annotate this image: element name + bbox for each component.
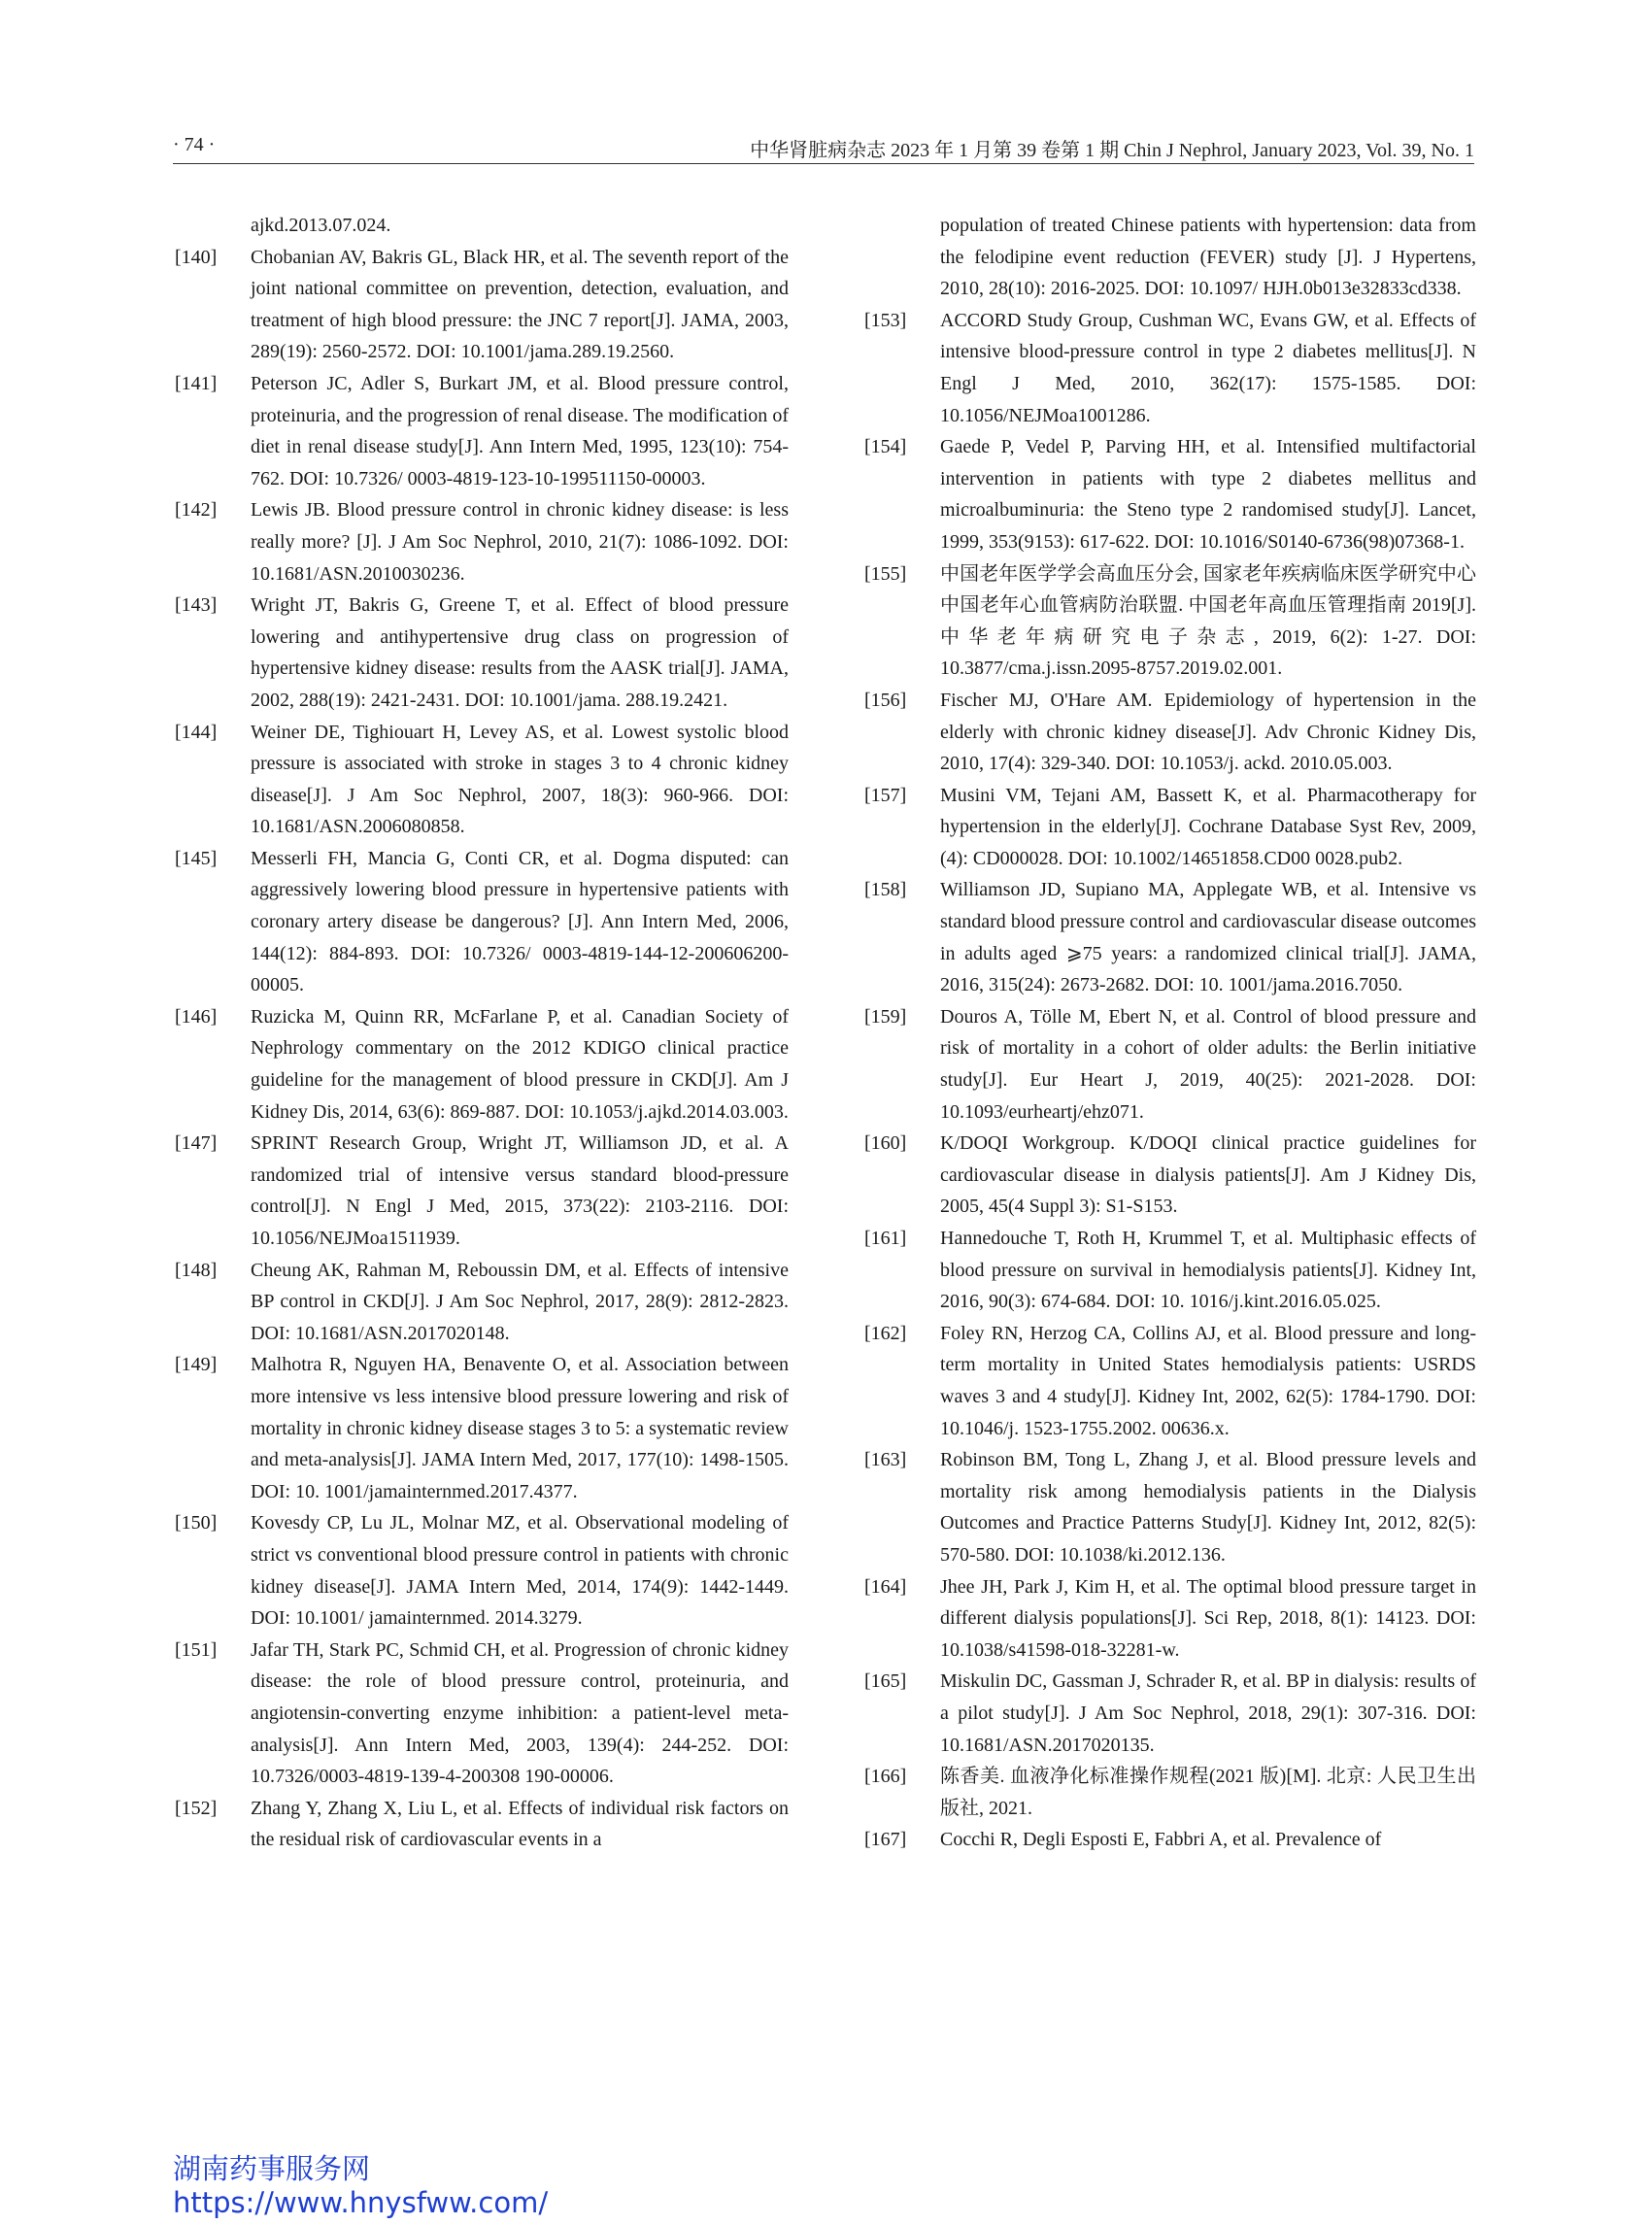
reference-entry	[175, 1793, 789, 1856]
reference-number: [153]	[864, 309, 907, 331]
reference-number: [155]	[864, 562, 907, 585]
reference-entry	[864, 1444, 1476, 1570]
reference-number: [154]	[864, 436, 907, 458]
reference-text: Jhee JH, Park J, Kim H, et al. The optimal blood pressure target in different dialysis populations[J]. Sci Rep, 2018, 8(1): 14123. DOI: 10.1038/s41598-018-32281-w.	[940, 1575, 1476, 1661]
reference-entry	[175, 1255, 789, 1350]
reference-text: Weiner DE, Tighiouart H, Levey AS, et al. Lowest systolic blood pressure is associated with stroke in stages 3 to 4 chronic kidney disease[J]. J Am Soc Nephrol, 2007, 18(3): 960-966. DOI: 10.1681/ASN.2006080858.	[251, 721, 789, 838]
reference-text: Robinson BM, Tong L, Zhang J, et al. Blood pressure levels and mortality risk among hemodialysis patients in the Dialysis Outcomes and Practice Patterns Study[J]. Kidney Int, 2012, 82(5): 570-580. DOI: 10.1038/ki.2012.136.	[940, 1449, 1476, 1566]
reference-entry	[175, 1635, 789, 1793]
reference-number: [160]	[864, 1132, 907, 1155]
reference-text: Ruzicka M, Quinn RR, McFarlane P, et al. Canadian Society of Nephrology commentary on the 2012 KDIGO clinical practice guideline for the management of blood pressure in CKD[J]. Am J Kidney Dis, 2014, 63(6): 869-887. DOI: 10.1053/j.ajkd.2014.03.003.	[251, 1005, 789, 1123]
reference-text: Hannedouche T, Roth H, Krummel T, et al. Multiphasic effects of blood pressure on survival in hemodialysis patients[J]. Kidney Int, 2016, 90(3): 674-684. DOI: 10. 1016/j.kint.2016.05.025.	[940, 1228, 1476, 1313]
reference-entry	[864, 305, 1476, 431]
reference-number: [157]	[864, 784, 907, 806]
reference-continuation: population of treated Chinese patients with hypertension: data from the felodipine event reduction (FEVER) study [J]. J Hypertens, 2010, 28(10): 2016-2025. DOI: 10.1097/ HJH.0b013e32833cd338.	[940, 215, 1476, 300]
reference-number: [142]	[175, 499, 218, 522]
reference-number: [156]	[864, 689, 907, 711]
reference-entry	[864, 1128, 1476, 1223]
reference-entry	[864, 1571, 1476, 1667]
reference-text: Cheung AK, Rahman M, Reboussin DM, et al. Effects of intensive BP control in CKD[J]. J Am Soc Nephrol, 2017, 28(9): 2812-2823. DOI: 10.1681/ASN.2017020148.	[251, 1259, 789, 1344]
reference-text: SPRINT Research Group, Wright JT, Williamson JD, et al. A randomized trial of intensive versus standard blood-pressure control[J]. N Engl J Med, 2015, 373(22): 2103-2116. DOI: 10.1056/NEJMoa1511939.	[251, 1132, 789, 1249]
reference-number: [143]	[175, 594, 218, 617]
reference-number: [152]	[175, 1797, 218, 1819]
reference-entry	[175, 1507, 789, 1634]
reference-entry	[864, 874, 1476, 1000]
right-column	[864, 210, 1476, 1856]
reference-entry	[864, 1223, 1476, 1318]
reference-text: Malhotra R, Nguyen HA, Benavente O, et al. Association between more intensive vs less intensive blood pressure lowering and risk of mortality in chronic kidney disease stages 3 to 5: a systematic review and meta-analysis[J]. JAMA Intern Med, 2017, 177(10): 1498-1505. DOI: 10. 1001/jamainternmed.2017.4377.	[251, 1354, 789, 1502]
reference-continuation: ajkd.2013.07.024.	[251, 215, 391, 236]
reference-entry	[175, 368, 789, 494]
reference-number: [151]	[175, 1638, 218, 1661]
reference-number: [164]	[864, 1575, 907, 1598]
reference-entry	[864, 1001, 1476, 1128]
reference-number: [166]	[864, 1766, 907, 1788]
reference-entry	[175, 1128, 789, 1254]
reference-entry	[175, 242, 789, 368]
reference-number: [140]	[175, 246, 218, 268]
reference-text: Fischer MJ, O'Hare AM. Epidemiology of hypertension in the elderly with chronic kidney disease[J]. Adv Chronic Kidney Dis, 2010, 17(4): 329-340. DOI: 10.1053/j. ackd. 2010.05.003.	[940, 689, 1476, 775]
reference-text: Chobanian AV, Bakris GL, Black HR, et al. The seventh report of the joint national committee on prevention, detection, evaluation, and treatment of high blood pressure: the JNC 7 report[J]. JAMA, 2003, 289(19): 2560-2572. DOI: 10.1001/jama.289.19.2560.	[251, 246, 789, 363]
reference-entry	[175, 494, 789, 590]
reference-number: [146]	[175, 1005, 218, 1028]
reference-entry	[175, 717, 789, 843]
reference-text: 中国老年医学学会高血压分会, 国家老年疾病临床医学研究中心中国老年心血管病防治联盟. 中国老年高血压管理指南 2019[J]. 中华老年病研究电子杂志, 2019, 6(2): 1-27. DOI: 10.3877/cma.j.issn.2095-8757.2019.02.001.	[940, 562, 1476, 680]
reference-number: [144]	[175, 721, 218, 743]
reference-entry	[175, 590, 789, 716]
site-watermark	[173, 2151, 548, 2219]
reference-text: Cocchi R, Degli Esposti E, Fabbri A, et al. Prevalence of	[940, 1829, 1382, 1851]
reference-number: [162]	[864, 1322, 907, 1344]
reference-text: Miskulin DC, Gassman J, Schrader R, et al. BP in dialysis: results of a pilot study[J]. J Am Soc Nephrol, 2018, 29(1): 307-316. DOI: 10.1681/ASN.2017020135.	[940, 1670, 1476, 1756]
reference-text: Gaede P, Vedel P, Parving HH, et al. Intensified multifactorial intervention in patients with type 2 diabetes mellitus and microalbuminuria: the Steno type 2 randomised study[J]. Lancet, 1999, 353(9153): 617-622. DOI: 10.1016/S0140-6736(98)07368-1.	[940, 436, 1476, 553]
running-header	[173, 134, 1474, 164]
page-number: · 74 ·	[173, 134, 216, 155]
reference-text: Jafar TH, Stark PC, Schmid CH, et al. Progression of chronic kidney disease: the role of blood pressure control, proteinuria, and angiotensin-converting enzyme inhibition: a patient-level meta-analysis[J]. Ann Intern Med, 2003, 139(4): 244-252. DOI: 10.7326/0003-4819-139-4-200308 190-00006.	[251, 1638, 789, 1788]
reference-number: [149]	[175, 1354, 218, 1376]
reference-text: Messerli FH, Mancia G, Conti CR, et al. Dogma disputed: can aggressively lowering blood pressure in hypertensive patients with coronary artery disease be dangerous? [J]. Ann Intern Med, 2006, 144(12): 884-893. DOI: 10.7326/ 0003-4819-144-12-200606200-00005.	[251, 847, 789, 996]
reference-number: [158]	[864, 879, 907, 901]
reference-number: [163]	[864, 1449, 907, 1471]
reference-entry	[175, 1349, 789, 1507]
reference-text: Douros A, Tölle M, Ebert N, et al. Control of blood pressure and risk of mortality in a cohort of older adults: the Berlin initiative study[J]. Eur Heart J, 2019, 40(25): 2021-2028. DOI: 10.1093/eurheartj/ehz071.	[940, 1005, 1476, 1123]
reference-entry	[175, 1001, 789, 1128]
reference-text: Lewis JB. Blood pressure control in chronic kidney disease: is less really more? [J]. J Am Soc Nephrol, 2010, 21(7): 1086-1092. DOI: 10.1681/ASN.2010030236.	[251, 499, 789, 585]
reference-entry	[864, 685, 1476, 780]
reference-text: 陈香美. 血液净化标准操作规程(2021 版)[M]. 北京: 人民卫生出版社, 2021.	[940, 1766, 1476, 1819]
reference-entry	[864, 1666, 1476, 1761]
reference-entry	[864, 1761, 1476, 1824]
watermark-title: 湖南药事服务网	[173, 2152, 371, 2185]
reference-entry	[864, 431, 1476, 557]
watermark-url[interactable]: https://www.hnysfww.com/	[173, 2186, 549, 2219]
reference-text: Foley RN, Herzog CA, Collins AJ, et al. Blood pressure and long-term mortality in United States hemodialysis patients: USRDS waves 3 and 4 study[J]. Kidney Int, 2002, 62(5): 1784-1790. DOI: 10.1046/j. 1523-1755.2002. 00636.x.	[940, 1322, 1476, 1439]
reference-text: Kovesdy CP, Lu JL, Molnar MZ, et al. Observational modeling of strict vs conventional blood pressure control in patients with chronic kidney disease[J]. JAMA Intern Med, 2014, 174(9): 1442-1449. DOI: 10.1001/ jamainternmed. 2014.3279.	[251, 1512, 789, 1630]
reference-number: [161]	[864, 1228, 907, 1249]
reference-text: Musini VM, Tejani AM, Bassett K, et al. Pharmacotherapy for hypertension in the elderly[J]. Cochrane Database Syst Rev, 2009, (4): CD000028. DOI: 10.1002/14651858.CD00 0028.pub2.	[940, 784, 1476, 869]
reference-number: [167]	[864, 1829, 907, 1851]
reference-entry	[175, 843, 789, 1001]
reference-text: Peterson JC, Adler S, Burkart JM, et al. Blood pressure control, proteinuria, and the progression of renal disease. The modification of diet in renal disease study[J]. Ann Intern Med, 1995, 123(10): 754-762. DOI: 10.7326/ 0003-4819-123-10-199511150-00003.	[251, 372, 789, 489]
reference-text: Williamson JD, Supiano MA, Applegate WB, et al. Intensive vs standard blood pressure control and cardiovascular disease outcomes in adults aged ⩾75 years: a randomized clinical trial[J]. JAMA, 2016, 315(24): 2673-2682. DOI: 10. 1001/jama.2016.7050.	[940, 879, 1476, 996]
reference-text: Zhang Y, Zhang X, Liu L, et al. Effects of individual risk factors on the residual risk of cardiovascular events in a	[251, 1797, 789, 1851]
reference-entry	[864, 1318, 1476, 1444]
reference-number: [141]	[175, 372, 218, 394]
reference-text: Wright JT, Bakris G, Greene T, et al. Effect of blood pressure lowering and antihypertensive drug class on progression of hypertensive kidney disease: results from the AASK trial[J]. JAMA, 2002, 288(19): 2421-2431. DOI: 10.1001/jama. 288.19.2421.	[251, 594, 789, 711]
reference-number: [165]	[864, 1670, 907, 1693]
reference-number: [148]	[175, 1259, 218, 1281]
reference-number: [147]	[175, 1132, 218, 1155]
reference-entry	[864, 780, 1476, 875]
reference-text: ACCORD Study Group, Cushman WC, Evans GW, et al. Effects of intensive blood-pressure control in type 2 diabetes mellitus[J]. N Engl J Med, 2010, 362(17): 1575-1585. DOI: 10.1056/NEJMoa1001286.	[940, 309, 1476, 426]
reference-entry	[864, 1824, 1476, 1856]
reference-entry	[864, 558, 1476, 685]
journal-citation: 中华肾脏病杂志 2023 年 1 月第 39 卷第 1 期 Chin J Nephrol, January 2023, Vol. 39, No. 1	[750, 140, 1474, 161]
left-column	[175, 210, 789, 1856]
reference-number: [145]	[175, 847, 218, 869]
reference-number: [159]	[864, 1005, 907, 1028]
reference-text: K/DOQI Workgroup. K/DOQI clinical practice guidelines for cardiovascular disease in dialysis patients[J]. Am J Kidney Dis, 2005, 45(4 Suppl 3): S1-S153.	[940, 1132, 1476, 1218]
reference-number: [150]	[175, 1512, 218, 1534]
